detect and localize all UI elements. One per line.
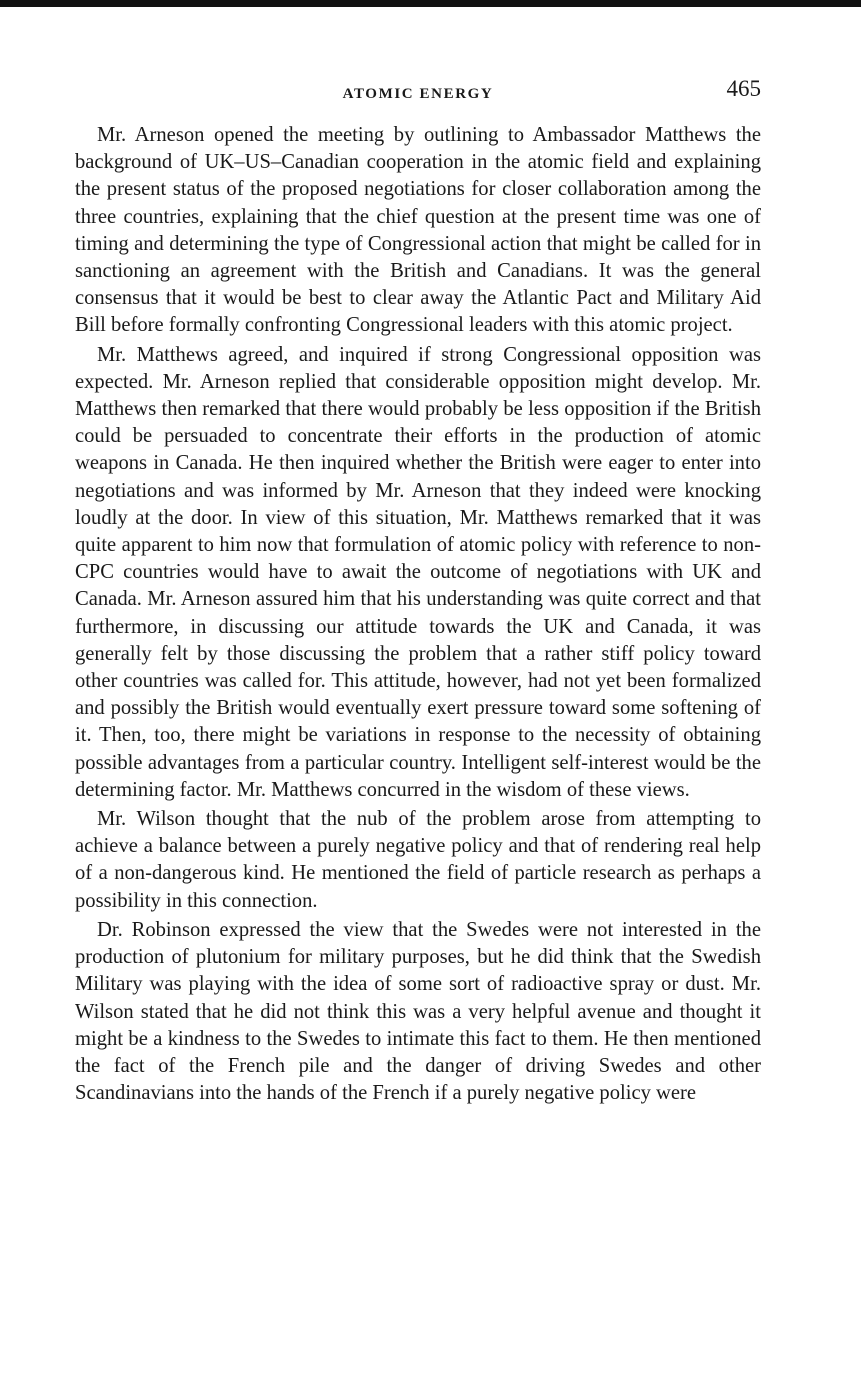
document-page bbox=[75, 72, 761, 1107]
section-title: ATOMIC ENERGY bbox=[342, 86, 494, 102]
page-number: 465 bbox=[726, 76, 761, 101]
paragraph: Mr. Arneson opened the meeting by outlining to Ambassador Matthews the background of UK–US–Canadian cooperation in the atomic field and explaining the present status of the proposed negotiations for closer collaboration among the three countries, explaining that the chief question at the present time was one of timing and determining the type of Congressional action that might be called for in sanctioning an agreement with the British and Canadians. It was the general consensus that it would be best to clear away the Atlantic Pact and Military Aid Bill before formally confronting Congressional leaders with this atomic project. bbox=[75, 124, 761, 337]
running-head bbox=[75, 72, 761, 122]
body-text bbox=[75, 122, 761, 1107]
paragraph: Mr. Wilson thought that the nub of the problem arose from attempting to achieve a balance between a purely negative policy and that of rendering real help of a non-dangerous kind. He mentioned the field of particle research as perhaps a possibility in this connection. bbox=[75, 808, 761, 912]
page-top-border bbox=[0, 0, 861, 7]
paragraph: Dr. Robinson expressed the view that the Swedes were not interested in the production of plutonium for military purposes, but he did think that the Swedish Military was playing with the idea of some sort of radioactive spray or dust. Mr. Wilson stated that he did not think this was a very helpful avenue and thought it might be a kindness to the Swedes to intimate this fact to them. He then mentioned the fact of the French pile and the danger of driving Swedes and other Scandinavians into the hands of the French if a purely negative policy were bbox=[75, 918, 761, 1105]
paragraph: Mr. Matthews agreed, and inquired if strong Congressional opposition was expected. Mr. Arneson replied that considerable opposition might develop. Mr. Matthews then remarked that there would probably be less opposition if the British could be persuaded to concentrate their efforts in the production of atomic weapons in Canada. He then inquired whether the British were eager to enter into negotiations and was informed by Mr. Arneson that they indeed were knocking loudly at the door. In view of this situation, Mr. Matthews remarked that it was quite apparent to him now that formulation of atomic policy with reference to non-CPC countries would have to await the outcome of negotiations with UK and Canada. Mr. Arneson assured him that his understanding was quite correct and that furthermore, in discussing our attitude towards the UK and Canada, it was generally felt by those discussing the problem that a rather stiff policy toward other countries was called for. This attitude, however, had not yet been formalized and possibly the British would eventually exert pressure toward some softening of it. Then, too, there might be variations in response to the necessity of obtaining possible advantages from a particular country. Intelligent self-interest would be the determining factor. Mr. Matthews concurred in the wisdom of these views. bbox=[75, 343, 761, 801]
